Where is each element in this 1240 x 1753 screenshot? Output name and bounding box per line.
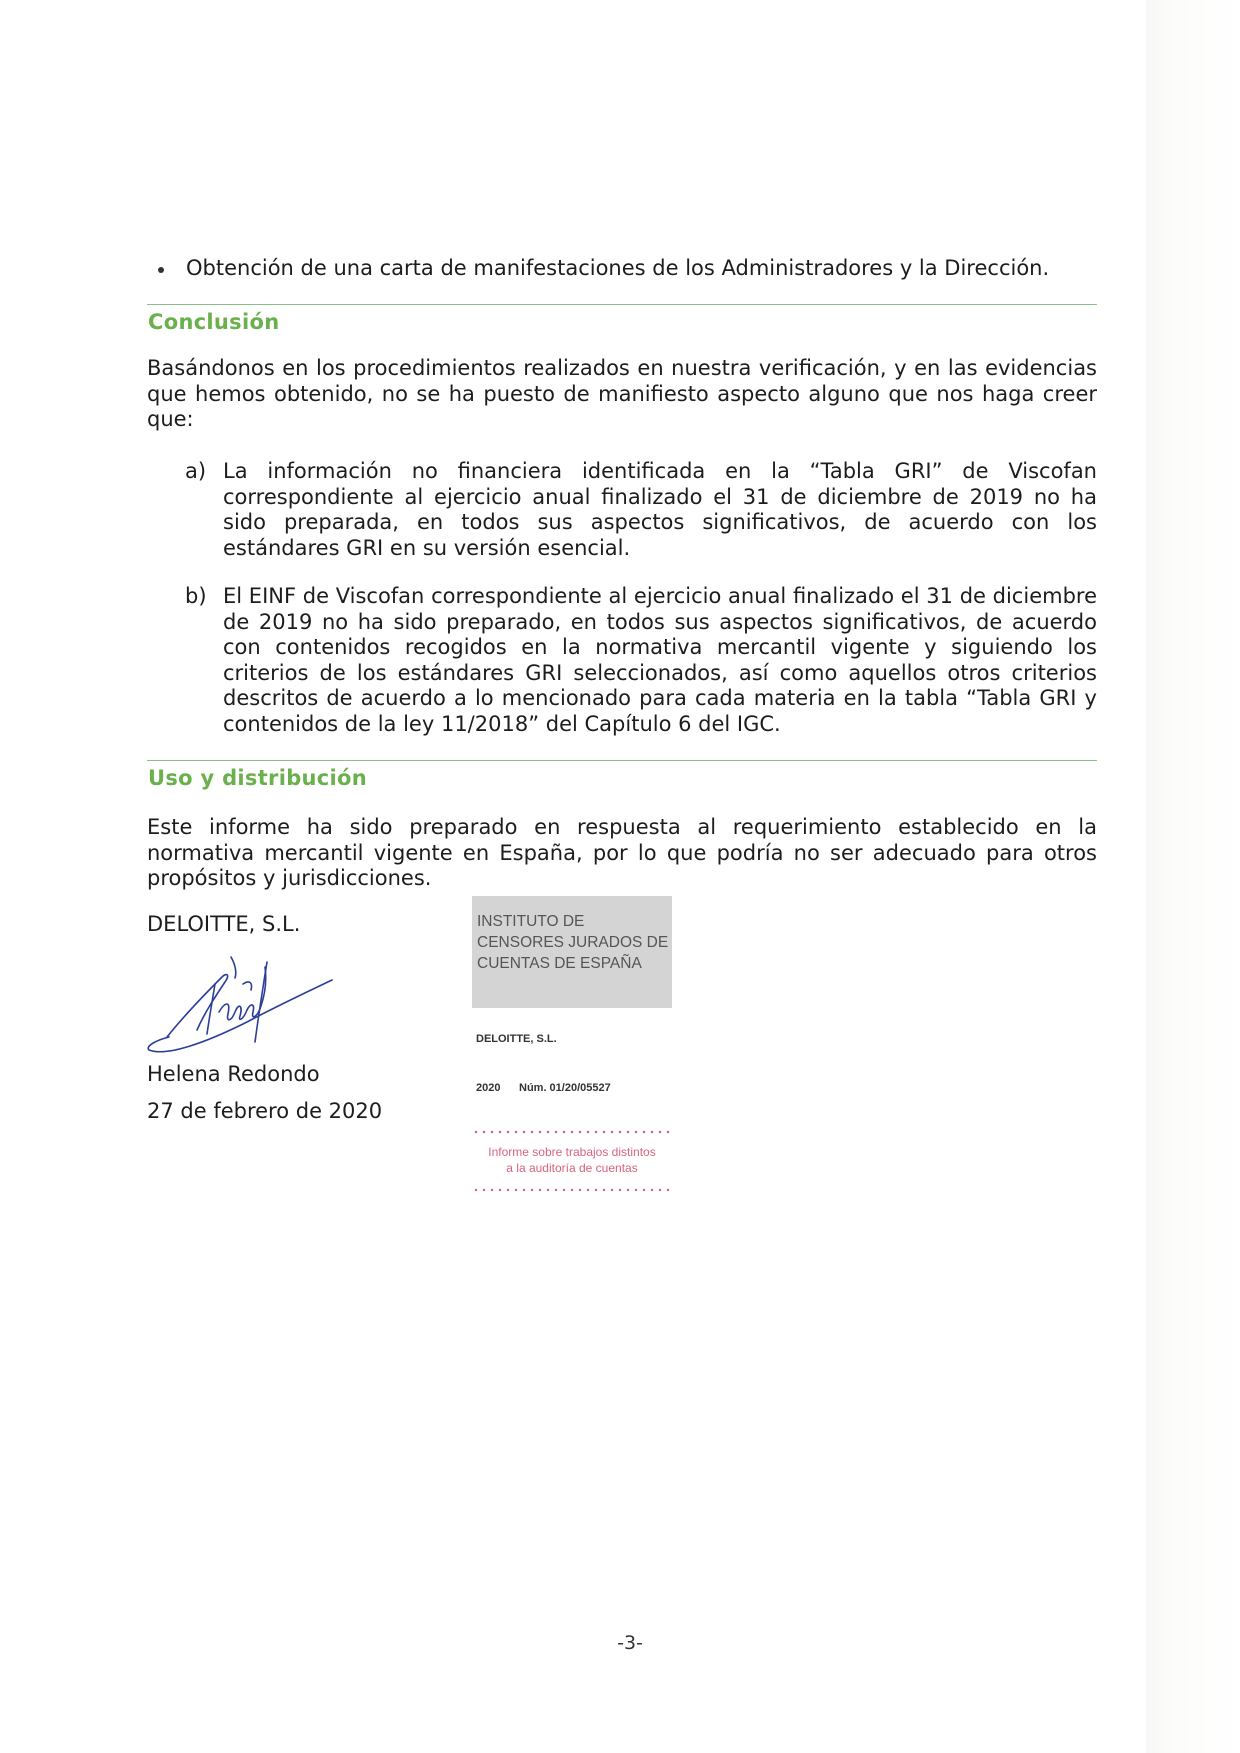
signing-firm: DELOITTE, S.L. xyxy=(147,912,301,936)
seal-institute: INSTITUTO DE CENSORES JURADOS DE CUENTAS DE ESPAÑA xyxy=(477,913,669,972)
seal-caption-line: a la auditoría de cuentas xyxy=(506,1161,638,1175)
signature-date: 27 de febrero de 2020 xyxy=(147,1099,383,1123)
seal-firm: DELOITTE, S.L. xyxy=(476,1033,557,1045)
seal-dotted-rule xyxy=(472,1130,672,1134)
page-number: -3- xyxy=(617,1632,643,1654)
seal-caption xyxy=(472,1144,672,1176)
usage-heading: Uso y distribución xyxy=(148,766,368,790)
institute-seal xyxy=(472,896,672,1196)
bullet-icon xyxy=(150,256,186,282)
section-divider xyxy=(147,304,1097,305)
seal-year: 2020 xyxy=(476,1082,501,1094)
bullet-text: Obtención de una carta de manifestaciones de los Administradores y la Dirección. xyxy=(186,256,1050,280)
bullet-item xyxy=(150,256,1110,282)
usage-text: Este informe ha sido preparado en respuesta al requerimiento establecido en la normativa mercantil vigente en España, por lo que podría no ser adecuado para otros propósitos y jurisdicciones. xyxy=(147,815,1097,890)
list-marker: a) xyxy=(185,459,207,483)
list-marker: b) xyxy=(185,584,207,608)
signature-block xyxy=(147,912,447,1123)
list-text: El EINF de Viscofan correspondiente al ejercicio anual finalizado el 31 de diciembre de 2019 no ha sido preparado, en todos sus aspectos significativos, de acuerdo con contenidos recogidos en la normativa mercantil vigente y siguiendo los criterios de los estándares GRI seleccionados, así como aquellos otros criterios descritos de acuerdo a lo mencionado para cada materia en la tabla “Tabla GRI y contenidos de la ley 11/2018” del Capítulo 6 del IGC. xyxy=(223,584,1097,736)
handwritten-signature xyxy=(127,942,357,1072)
conclusion-intro: Basándonos en los procedimientos realizados en nuestra verificación, y en las evidencias que hemos obtenido, no se ha puesto de manifiesto aspecto alguno que nos haga creer que: xyxy=(147,356,1097,431)
conclusion-item-a xyxy=(185,459,1097,561)
seal-caption-line: Informe sobre trabajos distintos xyxy=(488,1145,656,1159)
signer-name: Helena Redondo xyxy=(147,1062,320,1086)
scan-edge xyxy=(1146,0,1240,1753)
conclusion-item-b xyxy=(185,584,1097,737)
conclusion-heading: Conclusión xyxy=(148,310,280,334)
section-divider xyxy=(147,760,1097,761)
seal-number: Núm. 01/20/05527 xyxy=(519,1082,611,1094)
list-text: La información no financiera identificada en la “Tabla GRI” de Viscofan correspondiente al ejercicio anual finalizado el 31 de diciembre de 2019 no ha sido preparada, en todos sus aspectos significativos, de acuerdo con los estándares GRI en su versión esencial. xyxy=(223,459,1097,560)
seal-dotted-rule xyxy=(472,1188,672,1192)
